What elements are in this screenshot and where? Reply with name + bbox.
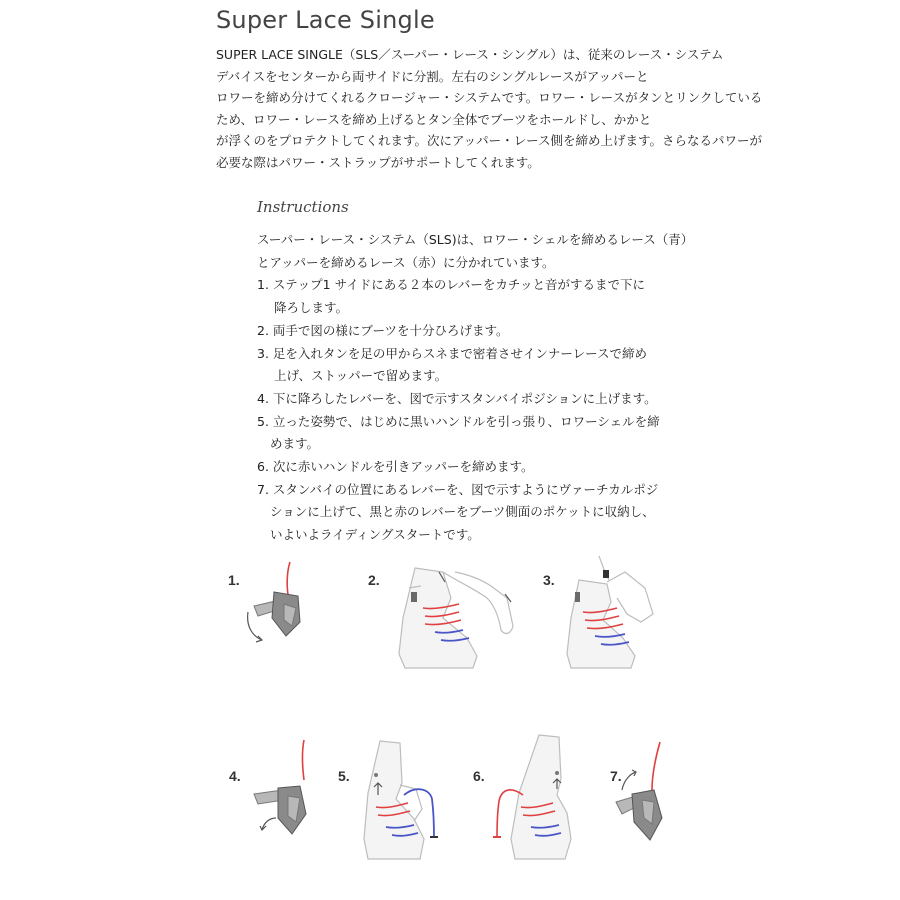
step-7: 7. スタンバイの位置にあるレバーを、図で示すようにヴァーチカルポジ — [257, 481, 659, 497]
instructions-heading: Instructions — [257, 198, 349, 216]
figure-label-1: 1. — [228, 572, 240, 588]
figure-label-7: 7. — [610, 768, 622, 784]
step-2: 2. 両手で図の様にブーツを十分ひろげます。 — [257, 322, 509, 338]
instructions-intro: スーパー・レース・システム（SLS)は、ロワー・シェルを締めるレース（青） — [257, 232, 694, 247]
step-5: 5. 立った姿勢で、はじめに黒いハンドルを引っ張り、ロワーシェルを締 — [257, 413, 660, 429]
description-line: ため、ロワー・レースを締め上げるとタン全体でブーツをホールドし、かかと — [216, 111, 652, 127]
step-7-cont: ションに上げて、黒と赤のレバーをブーツ側面のポケットに収納し、 — [270, 504, 655, 520]
figure-6-pull-upper — [495, 735, 590, 870]
figure-label-4: 4. — [229, 768, 241, 784]
page-title: Super Lace Single — [216, 6, 435, 34]
step-6: 6. 次に赤いハンドルを引きアッパーを締めます。 — [257, 459, 534, 475]
figure-4-lever-standby — [248, 738, 318, 853]
figure-label-6: 6. — [473, 768, 485, 784]
instructions-intro: とアッパーを締めるレース（赤）に分かれています。 — [257, 254, 555, 270]
figure-2-boot-open — [395, 558, 525, 673]
step-7-cont: いよいよライディングスタートです。 — [270, 527, 480, 543]
figure-label-2: 2. — [368, 572, 380, 588]
figure-7-lever-vertical — [612, 740, 672, 855]
description-line: 必要な際はパワー・ストラップがサポートしてくれます。 — [216, 154, 540, 170]
description-line: ロワーを締め分けてくれるクロージャー・システムです。ロワー・レースがタンとリンクしている — [216, 90, 763, 105]
description-line: が浮くのをプロテクトしてくれます。次にアッパー・レース側を締め上げます。さらなるパワーが — [216, 133, 763, 148]
instructions-list — [257, 229, 694, 547]
figure-label-3: 3. — [543, 572, 555, 588]
figure-5-pull-lower — [360, 735, 455, 870]
figure-3-boot-inner-laced — [565, 552, 665, 672]
figure-1-lever-down — [240, 560, 320, 650]
step-3: 3. 足を入れタンを足の甲からスネまで密着させインナーレースで締め — [257, 345, 648, 361]
description-line: デバイスをセンターから両サイドに分割。左右のシングルレースがアッパーと — [216, 68, 649, 84]
description-line: SUPER LACE SINGLE（SLS／スーパー・レース・シングル）は、従来のレース・システム — [216, 47, 724, 62]
step-4: 4. 下に降ろしたレバーを、図で示すスタンバイポジションに上げます。 — [257, 390, 657, 406]
step-5-cont: めます。 — [270, 436, 320, 452]
step-1: 1. ステップ1 サイドにある２本のレバーをカチッと音がするまで下に — [257, 277, 645, 293]
description — [216, 44, 763, 173]
step-3-cont: 上げ、ストッパーで留めます。 — [274, 368, 448, 384]
step-1-cont: 降ろします。 — [274, 300, 349, 316]
figure-label-5: 5. — [338, 768, 350, 784]
